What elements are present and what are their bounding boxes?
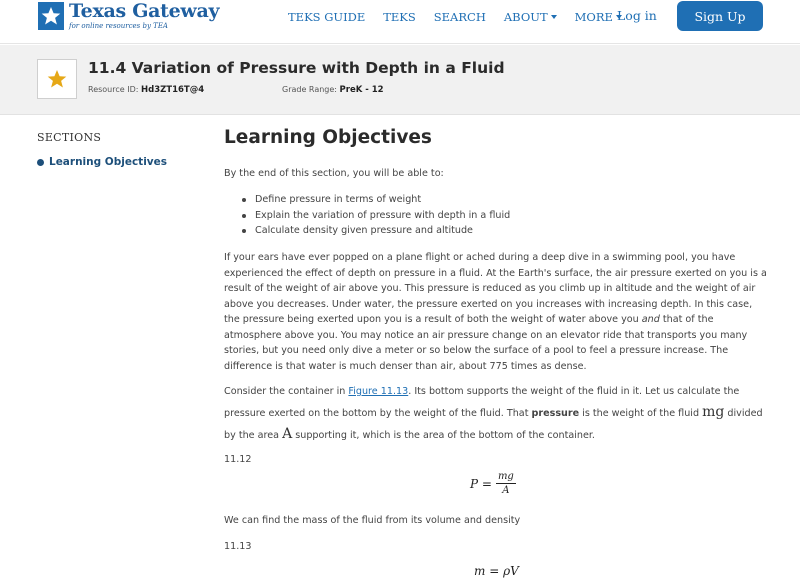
intro-text: By the end of this section, you will be able to: xyxy=(224,168,444,179)
chevron-down-icon xyxy=(551,15,557,19)
login-link[interactable]: Log in xyxy=(617,8,657,23)
sign-up-button[interactable]: Sign Up xyxy=(677,1,763,31)
nav-about[interactable]: ABOUT xyxy=(504,10,557,24)
objective-item: Calculate density given pressure and altitude xyxy=(242,225,473,236)
grade-range: Grade Range: PreK - 12 xyxy=(282,85,384,95)
equation-pressure: P = $\frac{mg}{A}$ xyxy=(470,471,514,496)
sections-heading: SECTIONS xyxy=(37,131,102,144)
favorite-button[interactable] xyxy=(37,59,77,99)
section-heading: Learning Objectives xyxy=(224,127,432,148)
nav-teks[interactable]: TEKS xyxy=(383,10,416,24)
paragraph: Consider the container in Figure 11.13. Its bottom supports the weight of the fluid in it. Let us calculate the pressure exerted on the bottom by the weight of the fluid. That pressure is the weight of the fluid mg divided by the area A supporting it, which is the area of the bottom of the container. xyxy=(224,386,763,442)
texas-gateway-logo[interactable] xyxy=(38,0,219,34)
equation-number: 11.13 xyxy=(224,541,252,552)
resource-id: Resource ID: Hd3ZT16T@4 xyxy=(88,85,205,95)
main-content xyxy=(224,126,770,578)
nav-search[interactable]: SEARCH xyxy=(433,10,486,24)
resource-title-band xyxy=(0,45,800,115)
logo-subtitle: for online resources by TEA xyxy=(69,22,168,30)
logo-title: Texas Gateway xyxy=(69,0,220,22)
top-navigation-bar xyxy=(0,0,800,44)
nav-more[interactable]: MORE xyxy=(575,10,622,24)
sidebar-item-learning-objectives[interactable] xyxy=(37,156,167,168)
equation-mass: m = ρV xyxy=(474,564,519,578)
logo-star-icon xyxy=(38,2,64,30)
page-title: 11.4 Variation of Pressure with Depth in a Fluid xyxy=(88,59,505,77)
figure-link[interactable]: Figure 11.13 xyxy=(348,386,409,397)
objective-item: Define pressure in terms of weight xyxy=(242,194,421,205)
main-nav xyxy=(288,10,640,24)
paragraph: We can find the mass of the fluid from its volume and density xyxy=(224,515,521,526)
bullet-dot-icon xyxy=(37,159,44,166)
nav-teks-guide[interactable]: TEKS GUIDE xyxy=(288,10,366,24)
equation-number: 11.12 xyxy=(224,454,252,465)
star-icon xyxy=(47,69,67,89)
paragraph: If your ears have ever popped on a plane flight or ached during a deep dive in a swimming pool, you have experienced the effect of depth on pressure in a fluid. At the Earth's surface, the air pressure exerted on you is a result of the weight of air above you. This pressure is reduced as you climb up in altitude and the weight of air above you decreases. Under water, the pressure exerted on you increases with increasing depth. In this case, the pressure being exerted upon you is a result of both the weight of water above you and that of the atmosphere above you. You may notice an air pressure change on an elevator ride that transports you many stories, but you need only dive a meter or so below the surface of a pool to feel a pressure increase. The difference is that water is much denser than air, about 775 times as dense. xyxy=(224,252,767,372)
objective-item: Explain the variation of pressure with depth in a fluid xyxy=(242,210,510,221)
sidebar-item-label: Learning Objectives xyxy=(49,156,168,168)
